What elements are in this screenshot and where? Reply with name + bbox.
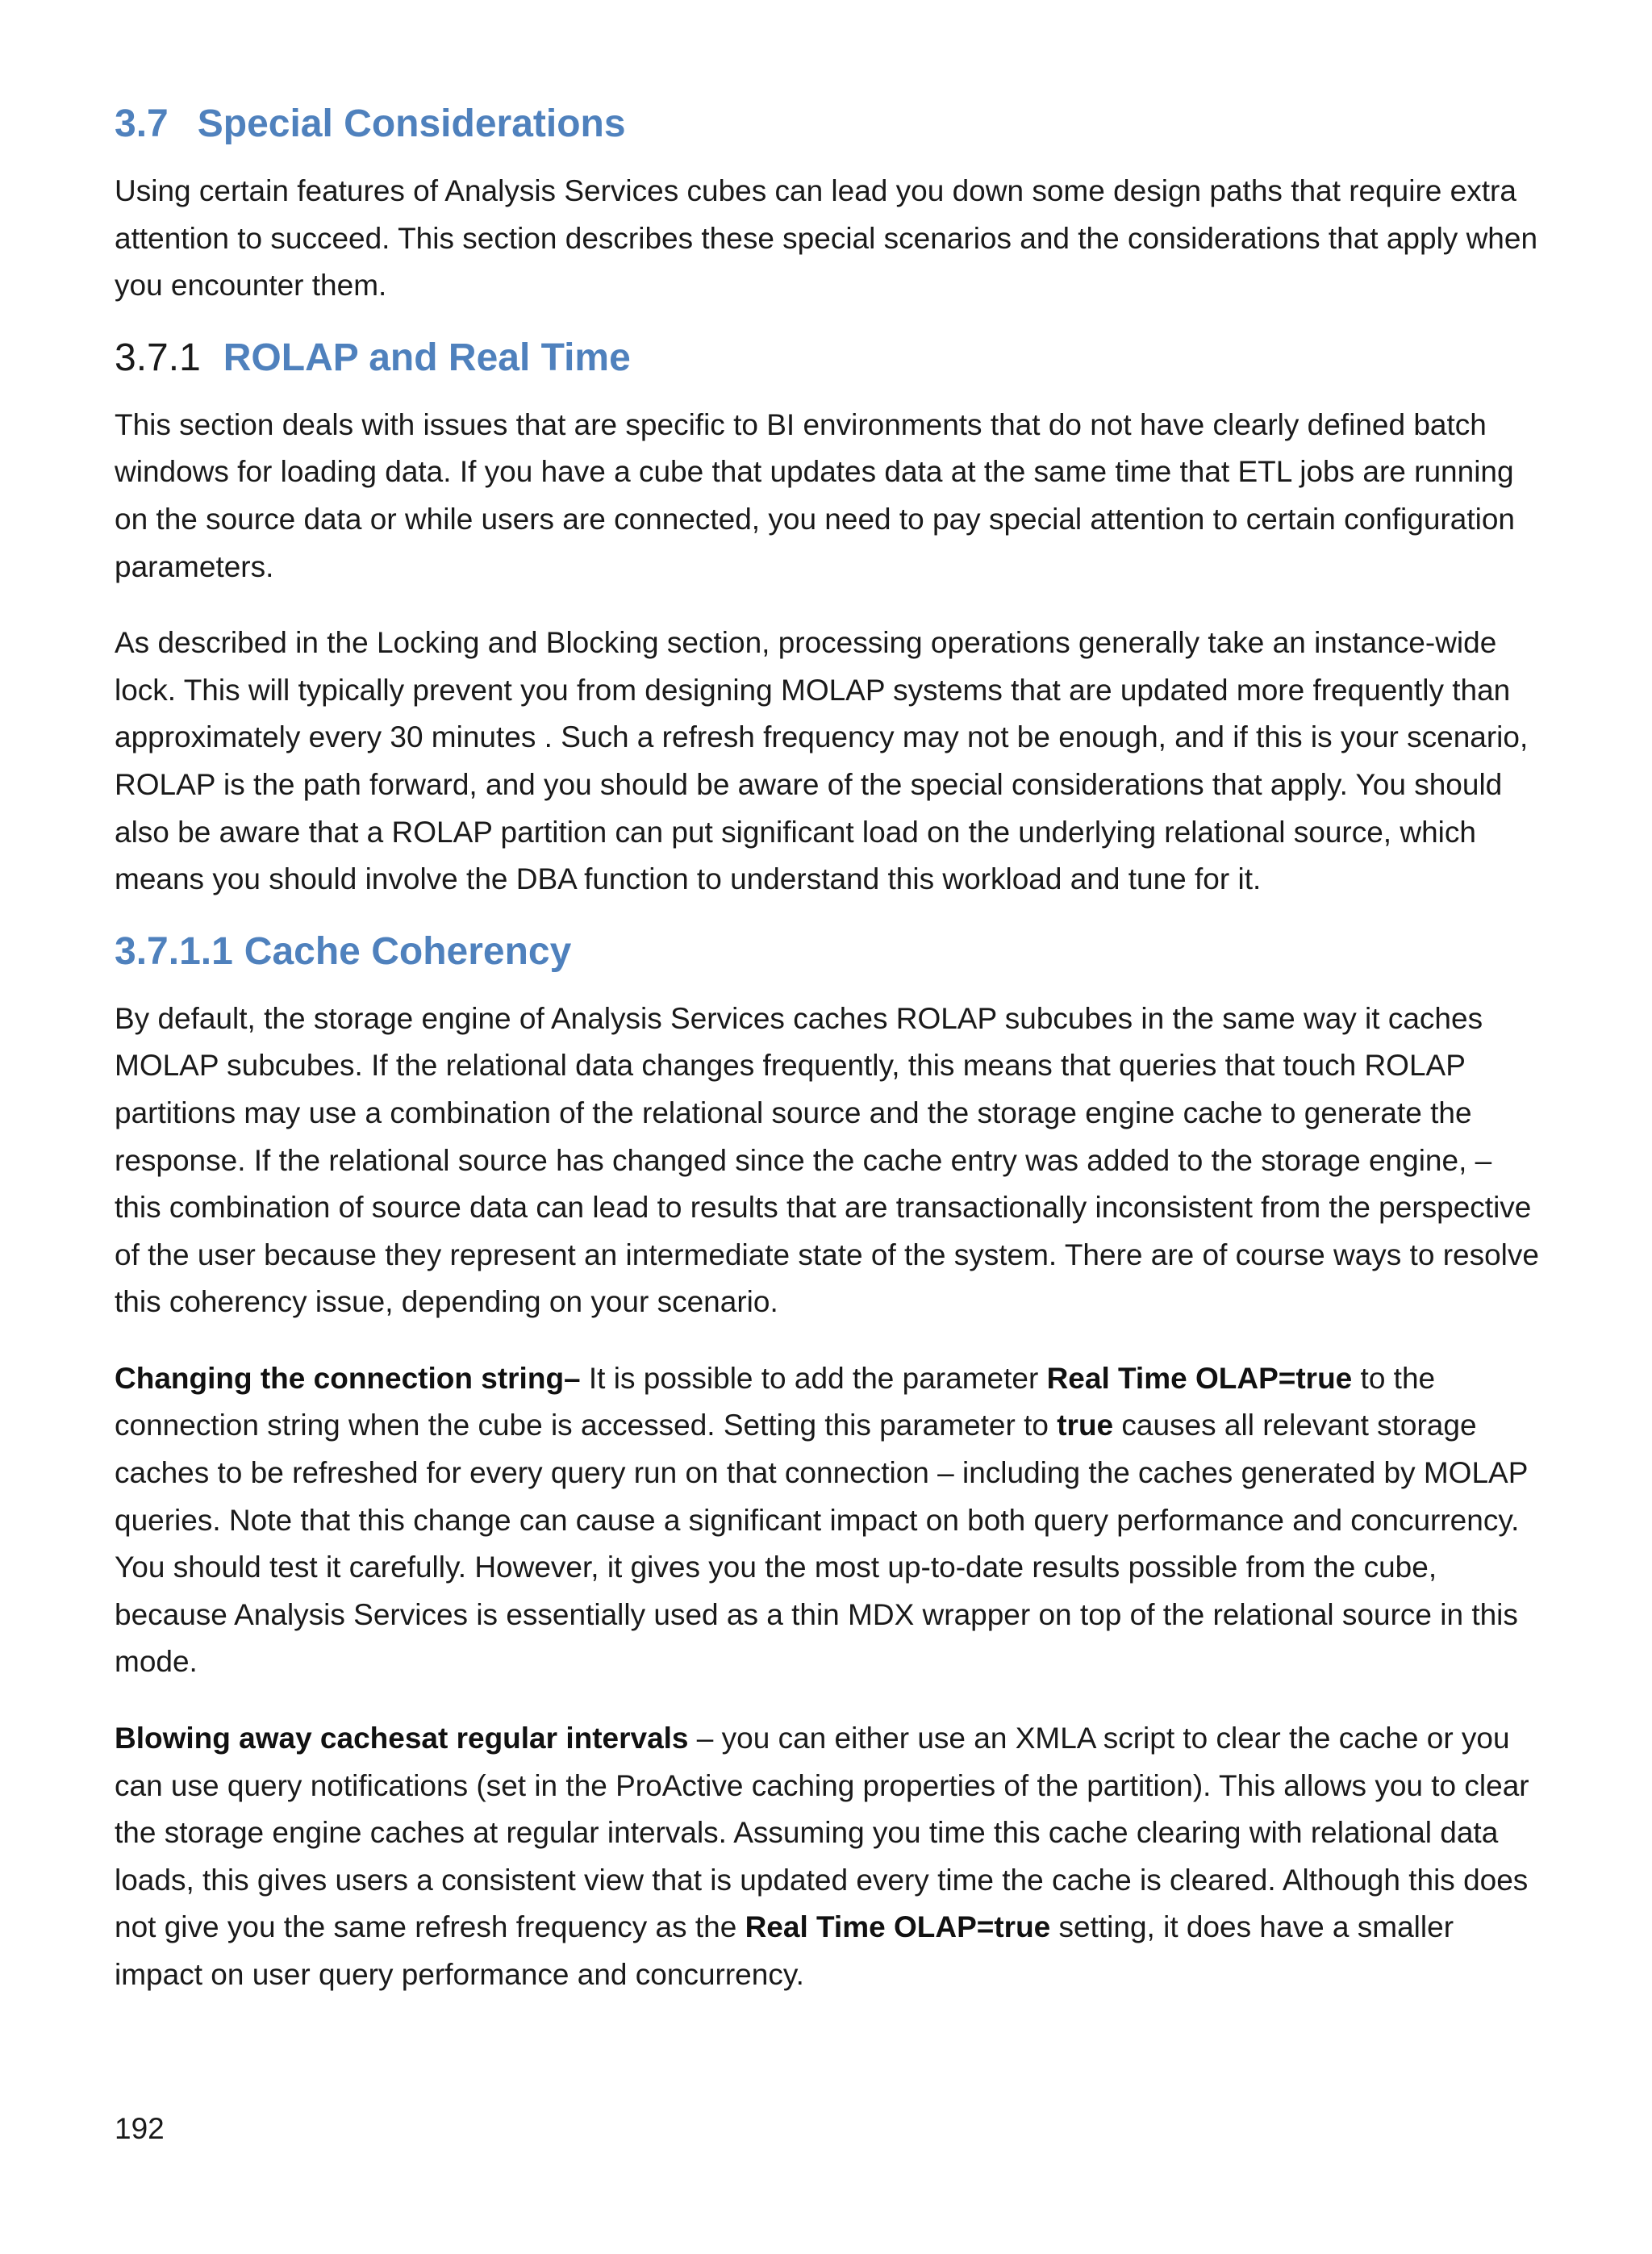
section-intro-paragraph: Using certain features of Analysis Services cubes can lead you down some design paths that require extra attention to succeed. This section describes these special scenarios and the considerations that apply when you encounter them. — [115, 174, 1538, 303]
page-number: 192 — [115, 2112, 165, 2145]
connection-text-3: causes all relevant storage caches to be refreshed for every query run on that connection – including the caches generated by MOLAP queries. Note that this change can cause a significant impact on both query performance and concurrency. You should test it carefully. However, it gives you the most up-to-date results possible from the cube, because Analysis Services is essentially used as a thin MDX wrapper on top of the relational source in this mode. — [115, 1409, 1528, 1679]
blowing-away-lead: Blowing away cachesat regular intervals — [115, 1722, 689, 1755]
subsubsection-title: Cache Coherency — [244, 929, 572, 973]
connection-string-lead: Changing the connection string– — [115, 1361, 581, 1395]
section-number: 3.7 — [115, 102, 169, 145]
blowing-away-paragraph — [115, 1715, 1542, 1999]
connection-bold-1: Real Time OLAP=true — [1046, 1361, 1353, 1395]
subsection-heading — [115, 336, 1542, 379]
connection-text-1: It is possible to add the parameter — [580, 1361, 1047, 1395]
section-title: Special Considerations — [197, 102, 626, 145]
subsection-title: ROLAP and Real Time — [223, 336, 631, 379]
subsection-number: 3.7.1 — [115, 336, 201, 379]
subsubsection-heading — [115, 929, 1542, 973]
connection-bold-2: true — [1057, 1409, 1114, 1442]
subsection-paragraph-1: This section deals with issues that are specific to BI environments that do not have clearly defined batch windows for loading data. If you have a cube that updates data at the same time that ETL jobs are running on the source data or while users are connected, you need to pay special attention to certain configuration parameters. — [115, 407, 1515, 583]
document-page — [115, 97, 1542, 2028]
blowing-text-1: – you can either use an XMLA script to clear the cache or you can use query notifications (set in the ProActive caching properties of the partition). This allows you to clear the storage engine caches at regular intervals. Assuming you time this cache clearing with relational data loads, this gives users a consistent view that is updated every time the cache is cleared. Although this does not give you the same refresh frequency as the — [115, 1722, 1529, 1944]
blowing-bold-1: Real Time OLAP=true — [745, 1910, 1051, 1944]
connection-string-paragraph — [115, 1355, 1542, 1686]
subsubsection-number: 3.7.1.1 — [115, 929, 233, 973]
subsection-paragraph-2: As described in the Locking and Blocking section, processing operations generally take an instance-wide lock. This will typically prevent you from designing MOLAP systems that are updated more frequently than approximately every 30 minutes . Such a refresh frequency may not be enough, and if this is your scenario, ROLAP is the path forward, and you should be aware of the special considerations that apply. You should also be aware that a ROLAP partition can put significant load on the underlying relational source, which means you should involve the DBA function to understand this workload and tune for it. — [115, 626, 1529, 896]
section-heading — [115, 102, 1542, 145]
cache-coherency-paragraph: By default, the storage engine of Analysis Services caches ROLAP subcubes in the same way it caches MOLAP subcubes. If the relational data changes frequently, this means that queries that touch ROLAP partitions may use a combination of the relational source and the storage engine cache to generate the response. If the relational source has changed since the cache entry was added to the storage engine, – this combination of source data can lead to results that are transactionally inconsistent from the perspective of the user because they represent an intermediate state of the system. There are of course ways to resolve this coherency issue, depending on your scenario. — [115, 1001, 1539, 1319]
connection-text-2: to the connection string when the cube is accessed. Setting this parameter to — [115, 1361, 1436, 1442]
blowing-text-2: setting, it does have a smaller impact on user query performance and concurrency. — [115, 1910, 1454, 1991]
